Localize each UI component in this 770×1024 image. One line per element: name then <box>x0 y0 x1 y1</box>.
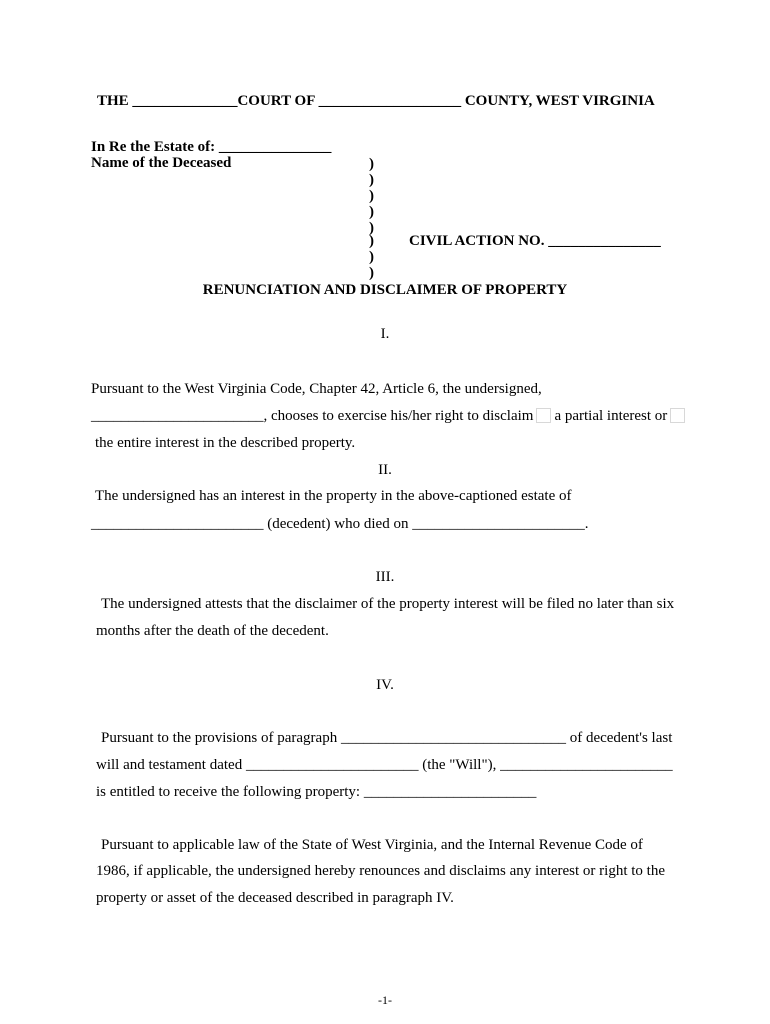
section-heading-3: III. <box>375 569 395 585</box>
section-1-text: Pursuant to the West Virginia Code, Chapter 42, Article 6, the undersigned, <box>91 381 542 397</box>
caption-paren: ) <box>369 156 374 172</box>
caption-paren: ) <box>369 265 374 281</box>
caption-paren: ) <box>369 188 374 204</box>
disclaimer-text: 1986, if applicable, the undersigned hereby renounces and disclaims any interest or right to the <box>96 863 665 879</box>
section-1-text: the entire interest in the described property. <box>95 435 356 451</box>
civil-action-number: CIVIL ACTION NO. _______________ <box>409 233 661 249</box>
deceased-name-label: Name of the Deceased <box>91 155 232 171</box>
section-2-text: _______________________ (decedent) who died on _______________________. <box>91 516 589 532</box>
estate-line: In Re the Estate of: _______________ <box>91 139 332 155</box>
court-name-blank: THE _____________ <box>97 93 230 109</box>
document-title: RENUNCIATION AND DISCLAIMER OF PROPERTY <box>202 282 568 298</box>
entire-interest-checkbox[interactable] <box>670 408 685 423</box>
caption-paren: ) <box>369 172 374 188</box>
section-heading-4: IV. <box>376 677 394 693</box>
undersigned-name-blank: _______________________, chooses to exercise his/her right to disclaim <box>91 408 534 424</box>
caption-paren: ) <box>369 220 374 236</box>
section-4-text: is entitled to receive the following property: _______________________ <box>96 784 537 800</box>
court-header <box>97 93 655 110</box>
caption-paren: ) <box>369 204 374 220</box>
page-number: -1- <box>378 993 392 1007</box>
section-4-text: Pursuant to the provisions of paragraph ______________________________ of decedent's last <box>101 730 673 746</box>
caption-paren: ) <box>369 249 374 265</box>
court-county-line: _COURT OF ___________________ COUNTY, WEST VIRGINIA <box>229 93 655 109</box>
section-4-text: will and testament dated _______________________ (the "Will"), _______________________ <box>96 757 673 773</box>
section-heading-1: I. <box>380 326 390 342</box>
partial-interest-checkbox[interactable] <box>536 408 551 423</box>
caption-paren: ) <box>369 233 374 249</box>
section-3-text: The undersigned attests that the disclaimer of the property interest will be filed no later than six <box>101 596 675 612</box>
section-3-text: months after the death of the decedent. <box>96 623 329 639</box>
section-heading-2: II. <box>378 462 392 478</box>
disclaimer-text: Pursuant to applicable law of the State of West Virginia, and the Internal Revenue Code of <box>101 837 643 853</box>
section-1-choice-line <box>91 408 688 425</box>
disclaimer-text: property or asset of the deceased described in paragraph IV. <box>96 890 454 906</box>
partial-interest-label: a partial interest or <box>554 408 668 424</box>
section-2-text: The undersigned has an interest in the property in the above-captioned estate of <box>95 488 572 504</box>
